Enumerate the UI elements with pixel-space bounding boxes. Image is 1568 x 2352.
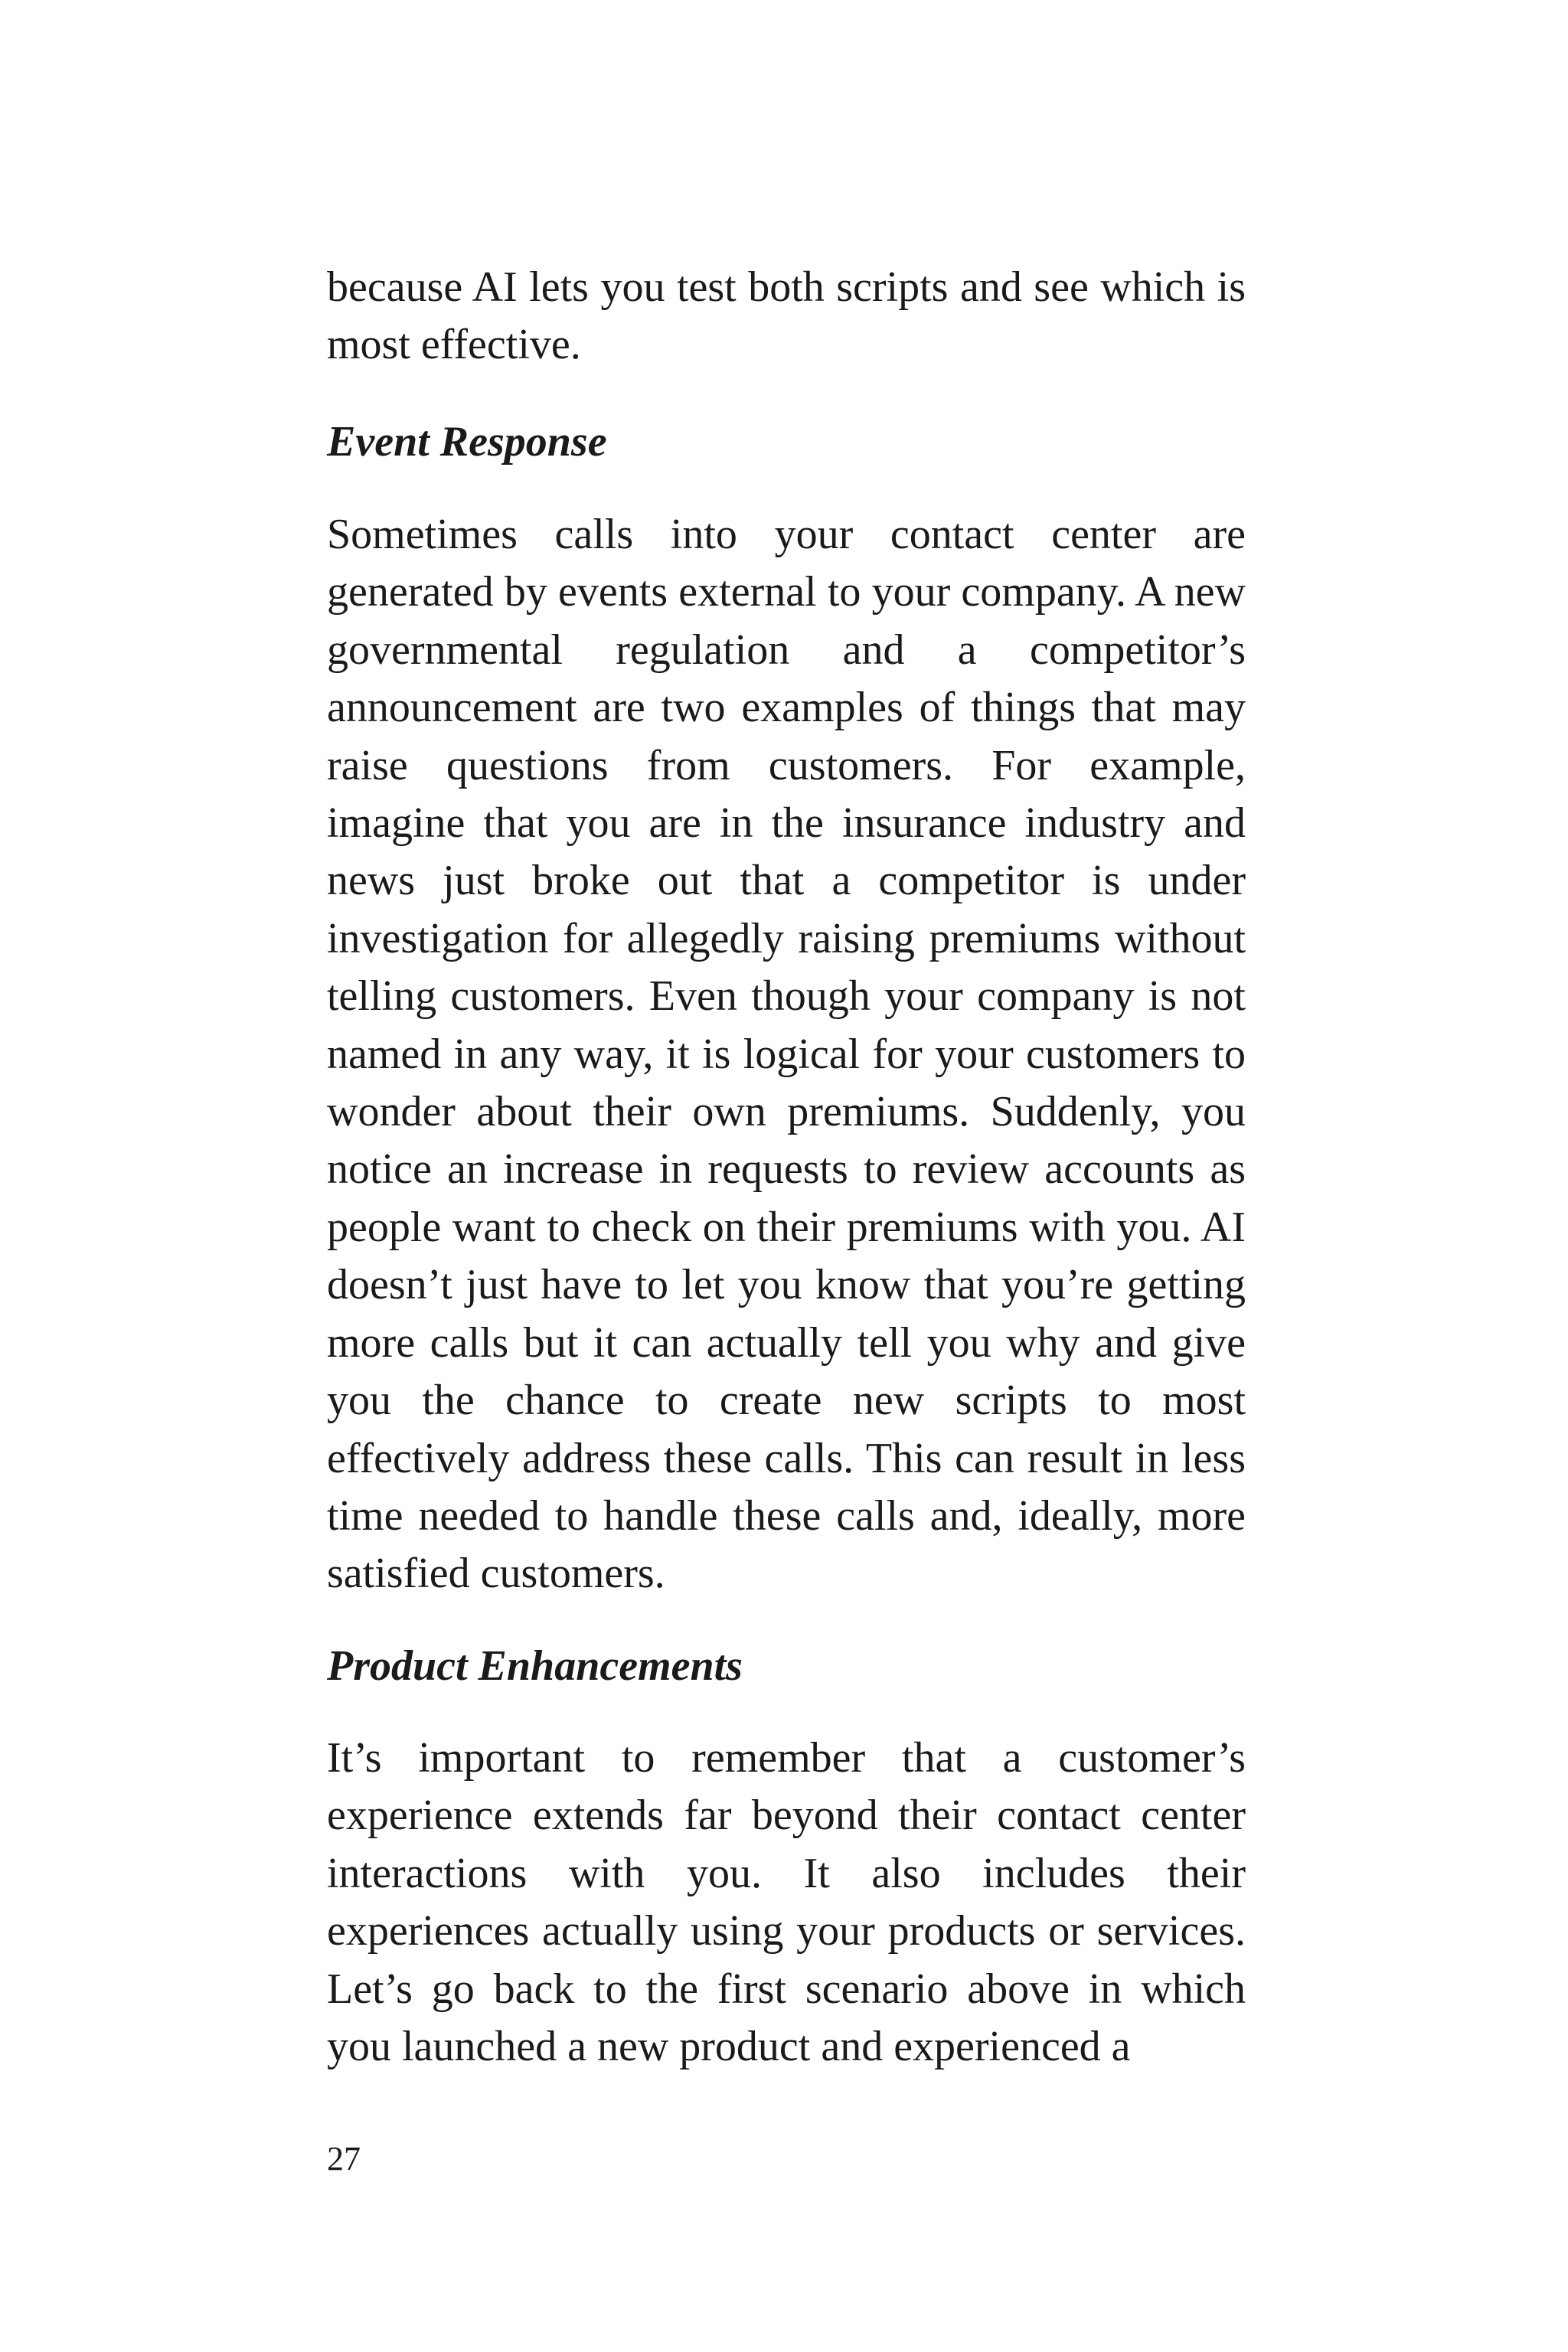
product-enhancements-paragraph: It’s important to remember that a customer’s experience extends far beyond their contact center interactions with you. It also includes their experiences actually using your products or services. Let’s go back to the first scenario above in which you launched a new product and experienced a	[327, 1734, 1246, 2071]
intro-paragraph: because AI lets you test both scripts and see which is most effective.	[327, 263, 1246, 369]
section-heading-product-enhancements: Product Enhancements	[327, 1642, 743, 1690]
page-number: 27	[327, 2140, 361, 2177]
section-heading-event-response: Event Response	[327, 418, 607, 466]
event-response-paragraph: Sometimes calls into your contact center are generated by events external to your company. A new governmental regulation and a competitor’s announcement are two examples of things that may raise questions from customers. For example, imagine that you are in the insurance industry and news just broke out that a competitor is under investigation for allegedly raising premiums without telling customers. Even though your company is not named in any way, it is logical for your customers to wonder about their own premiums. Suddenly, you notice an increase in requests to review accounts as people want to check on their premiums with you. AI doesn’t just have to let you know that you’re getting more calls but it can actually tell you why and give you the chance to create new scripts to most effectively address these calls. This can result in less time needed to handle these calls and, ideally, more satisfied customers.	[327, 511, 1246, 1598]
